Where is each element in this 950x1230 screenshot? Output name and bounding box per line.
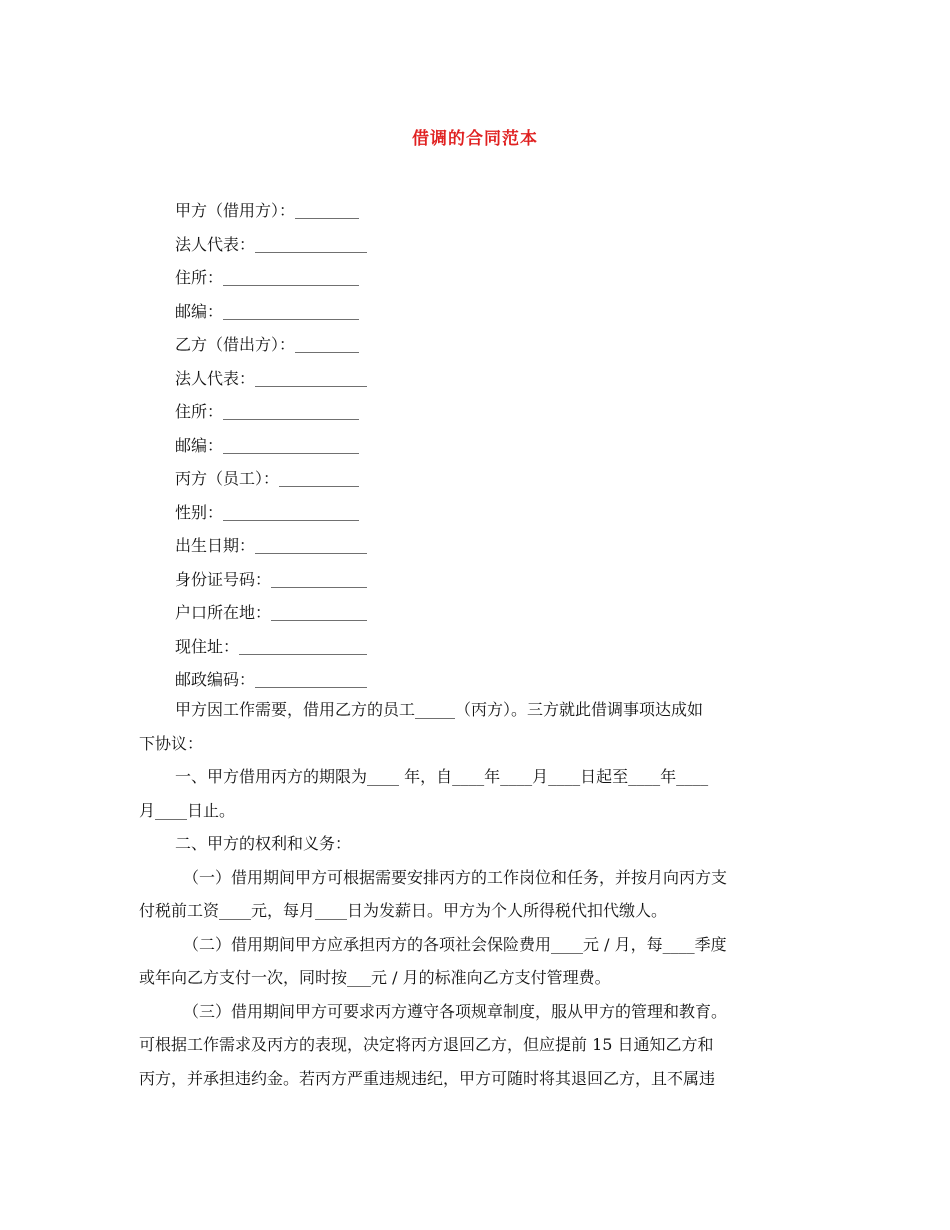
paragraph-line: 月____日止。: [139, 800, 236, 820]
field-blank: ________: [295, 200, 360, 220]
contract-body: [139, 693, 813, 1095]
field-blank: ________________: [239, 635, 368, 655]
field-current-address: [175, 629, 435, 663]
field-gender: [175, 495, 435, 529]
party-info-fields: [175, 193, 435, 696]
paragraph-term: [139, 760, 813, 827]
field-blank: __________: [279, 468, 360, 488]
field-blank: _________________: [223, 501, 360, 521]
field-blank: ______________: [255, 233, 368, 253]
field-party-b: [175, 327, 435, 361]
field-party-b-legal-rep: [175, 361, 435, 395]
field-birth-date: [175, 528, 435, 562]
paragraph-line: （一）借用期间甲方可根据需要安排丙方的工作岗位和任务，并按月向丙方支: [183, 867, 728, 887]
paragraph-line: 一、甲方借用丙方的期限为____ 年，自____年____月____日起至____年____: [175, 767, 709, 786]
field-party-a-postcode: [175, 294, 435, 328]
field-label: 乙方（借出方）：: [175, 335, 296, 355]
field-id-number: [175, 562, 435, 596]
field-label: 法人代表：: [175, 234, 256, 254]
paragraph-clause-3: [139, 995, 813, 1096]
field-label: 邮编：: [175, 301, 224, 321]
document-title: 借调的合同范本: [412, 129, 538, 149]
field-label: 现住址：: [175, 636, 240, 656]
field-blank: ____________: [271, 568, 368, 588]
field-blank: ____________: [271, 602, 368, 622]
field-label: 住所：: [175, 402, 224, 422]
paragraph-intro: [139, 693, 813, 760]
field-blank: ______________: [255, 669, 368, 689]
field-label: 甲方（借用方）：: [175, 201, 296, 221]
field-party-b-postcode: [175, 428, 435, 462]
field-label: 身份证号码：: [175, 569, 272, 589]
field-party-b-address: [175, 394, 435, 428]
field-label: 邮编：: [175, 435, 224, 455]
field-party-a: [175, 193, 435, 227]
field-party-a-legal-rep: [175, 227, 435, 261]
field-label: 性别：: [175, 502, 224, 522]
field-party-a-address: [175, 260, 435, 294]
paragraph-line: （三）借用期间甲方可要求丙方遵守各项规章制度，服从甲方的管理和教育。: [183, 1001, 728, 1021]
paragraph-line: 二、甲方的权利和义务：: [175, 834, 352, 853]
field-blank: ______________: [255, 367, 368, 387]
field-label: 丙方（员工）：: [175, 469, 280, 489]
field-label: 户口所在地：: [175, 603, 272, 623]
paragraph-line: 下协议：: [139, 733, 204, 753]
field-label: 法人代表：: [175, 368, 256, 388]
paragraph-line: 丙方，并承担违约金。若丙方严重违规违纪，甲方可随时将其退回乙方，且不属违: [139, 1068, 716, 1088]
field-blank: _________________: [223, 300, 360, 320]
field-party-c: [175, 461, 435, 495]
paragraph-line: （二）借用期间甲方应承担丙方的各项社会保险费用____元 / 月，每____季度: [183, 934, 727, 954]
field-blank: ______________: [255, 535, 368, 555]
field-blank: ________: [295, 334, 360, 354]
field-blank: _________________: [223, 401, 360, 421]
paragraph-line: 或年向乙方支付一次，同时按___元 / 月的标准向乙方支付管理费。: [139, 968, 611, 987]
paragraph-rights-heading: [139, 827, 813, 861]
paragraph-clause-2: [139, 928, 813, 995]
field-postal-code: [175, 662, 435, 696]
field-label: 出生日期：: [175, 536, 256, 556]
field-blank: _________________: [223, 267, 360, 287]
field-label: 住所：: [175, 268, 224, 288]
paragraph-line: 付税前工资____元，每月____日为发薪日。甲方为个人所得税代扣代缴人。: [139, 901, 668, 920]
paragraph-line: 甲方因工作需要，借用乙方的员工_____（丙方）。三方就此借调事项达成如: [175, 700, 704, 719]
field-label: 邮政编码：: [175, 670, 256, 690]
field-blank: _________________: [223, 434, 360, 454]
paragraph-clause-1: [139, 861, 813, 928]
field-household-registration: [175, 595, 435, 629]
paragraph-line: 可根据工作需求及丙方的表现，决定将丙方退回乙方，但应提前 15 日通知乙方和: [139, 1035, 714, 1054]
